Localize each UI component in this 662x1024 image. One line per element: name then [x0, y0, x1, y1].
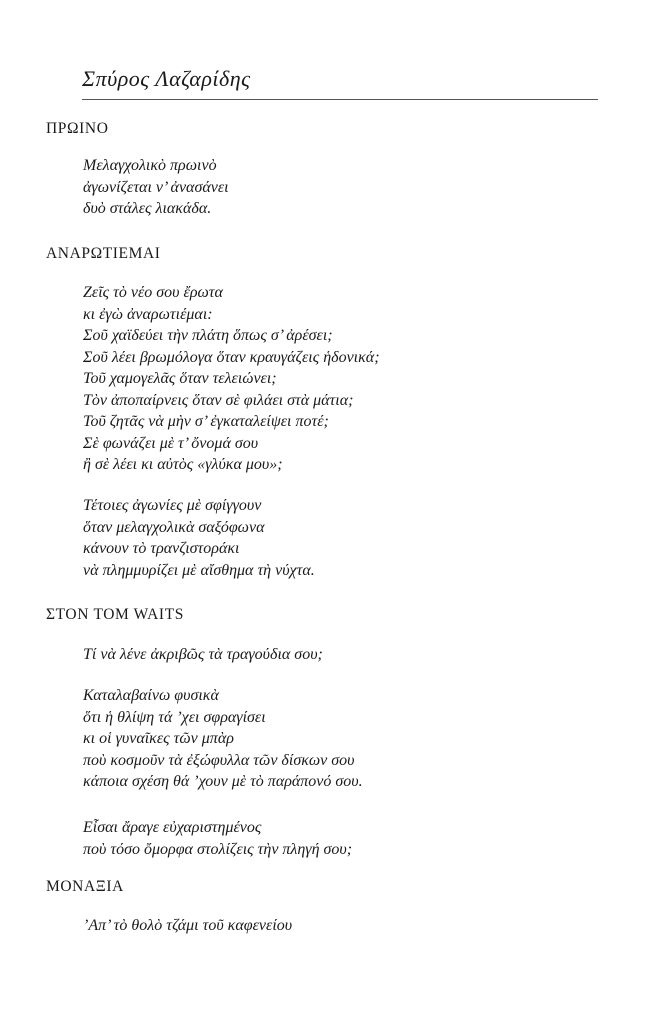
verse-line: ὅταν μελαγχολικὰ σαξόφωνα	[83, 518, 265, 536]
verse-line: κάνουν τὸ τρανζιστοράκι	[83, 540, 240, 557]
poem-stanza	[83, 644, 323, 666]
verse-line: κάποια σχέση θά ’χουν μὲ τὸ παράπονό σου.	[83, 773, 363, 790]
verse-line: ποὺ τόσο ὄμορφα στολίζεις τὴν πληγή σου;	[83, 840, 353, 858]
poem-stanza	[83, 495, 315, 581]
verse-line: Ζεῖς τὸ νέο σου ἔρωτα	[83, 284, 223, 301]
poem-stanza	[83, 817, 352, 860]
verse-line: Τὸν ἀποπαίρνεις ὅταν σὲ φιλάει στὰ μάτια;	[83, 391, 354, 409]
verse-line: Σοῦ χαϊδεύει τὴν πλάτη ὅπως σ’ ἀρέσει;	[83, 327, 333, 344]
verse-line: Τί νὰ λένε ἀκριβῶς τὰ τραγούδια σου;	[83, 646, 323, 663]
verse-line: ποὺ κοσμοῦν τὰ ἐξώφυλλα τῶν δίσκων σου	[83, 751, 355, 769]
poem-title: ΣΤΟΝ TOM WAITS	[46, 606, 184, 623]
poem-title: ΠΡΩΙΝΟ	[46, 120, 109, 137]
verse-line: ἀγωνίζεται ν’ ἀνασάνει	[83, 178, 229, 196]
verse-line: κι ἐγὼ ἀναρωτιέμαι:	[83, 305, 213, 323]
verse-line: Μελαγχολικὸ πρωινὸ	[83, 157, 217, 174]
author-name: Σπύρος Λαζαρίδης	[82, 66, 251, 91]
poem-title: ΜΟΝΑΞΙΑ	[46, 878, 124, 895]
poem-stanza	[83, 155, 229, 220]
verse-line: δυὸ στάλες λιακάδα.	[83, 200, 212, 217]
verse-line: Καταλαβαίνω φυσικὰ	[83, 687, 219, 704]
poem-stanza	[83, 685, 363, 793]
verse-line: ἢ σὲ λέει κι αὐτὸς «γλύκα μου»;	[83, 456, 283, 473]
poem-stanza	[83, 915, 292, 937]
verse-line: νὰ πλημμυρίζει μὲ αἴσθημα τὴ νύχτα.	[83, 561, 315, 579]
verse-line: Σοῦ λέει βρωμόλογα ὅταν κραυγάζεις ἡδονικά;	[83, 348, 380, 366]
verse-line: Σὲ φωνάζει μὲ τ’ ὄνομά σου	[83, 434, 259, 452]
verse-line: Τέτοιες ἀγωνίες μὲ σφίγγουν	[83, 497, 262, 514]
poem-stanza	[83, 282, 380, 476]
verse-line: ὅτι ἡ θλίψη τά ’χει σφραγίσει	[83, 708, 266, 726]
verse-line: Τοῦ ζητᾶς νὰ μὴν σ’ ἐγκαταλείψει ποτέ;	[83, 413, 329, 430]
poem-title: ΑΝΑΡΩΤΙΕΜΑΙ	[46, 245, 161, 262]
verse-line: Τοῦ χαμογελᾶς ὅταν τελειώνει;	[83, 370, 277, 387]
verse-line: ’Απ’ τὸ θολὸ τζάμι τοῦ καφενείου	[83, 917, 293, 934]
header-rule	[82, 99, 598, 100]
verse-line: Εἶσαι ἄραγε εὐχαριστημένος	[83, 819, 262, 836]
verse-line: κι οἱ γυναῖκες τῶν μπὰρ	[83, 730, 234, 747]
